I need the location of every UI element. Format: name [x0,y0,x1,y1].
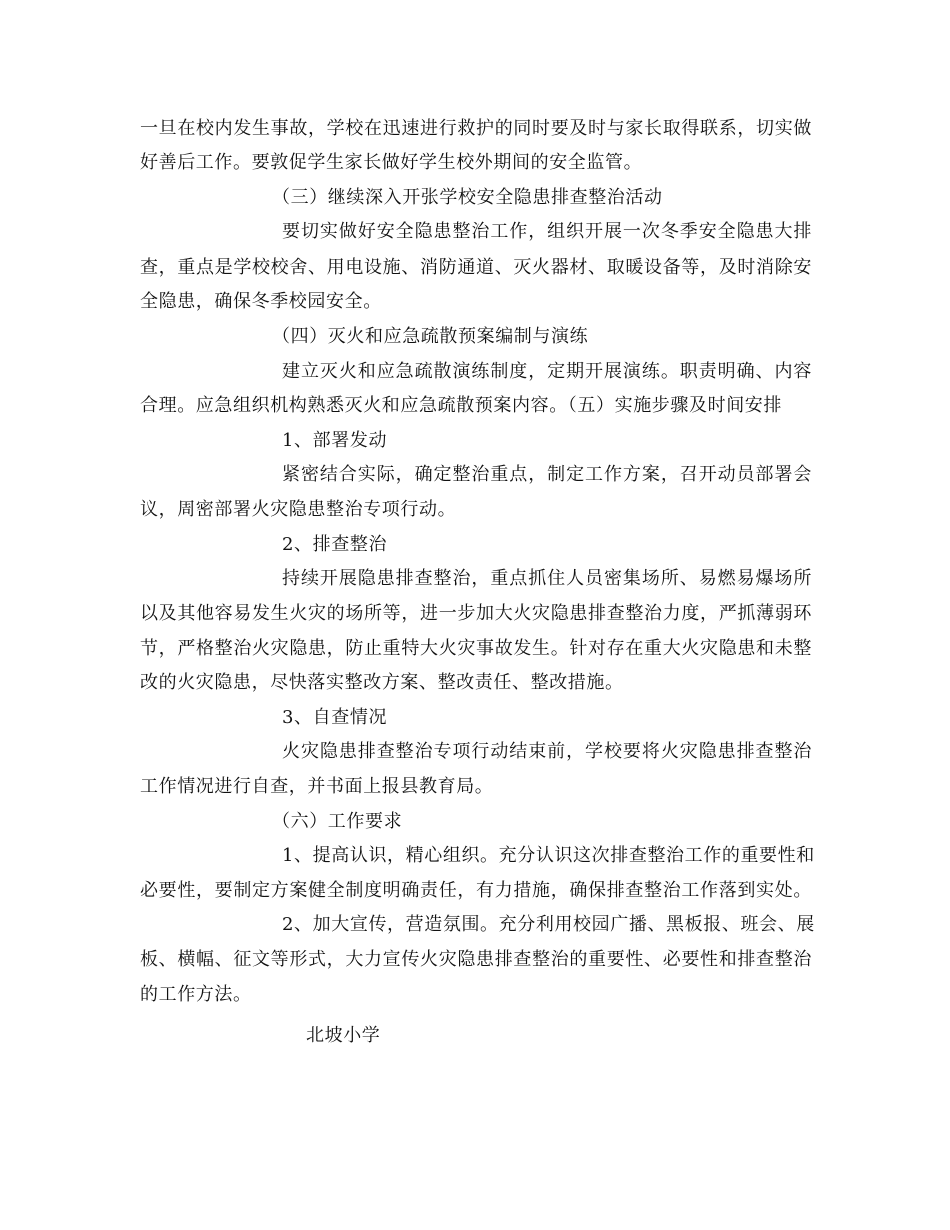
section-heading: （四）灭火和应急疏散预案编制与演练 [272,326,589,347]
text-line: 全隐患，确保冬季校园安全。 [140,291,382,312]
text-line: 改的火灾隐患，尽快落实整改方案、整改责任、整改措施。 [140,672,624,693]
text-line: 紧密结合实际，确定整治重点，制定工作方案，召开动员部署会 [282,464,812,485]
text-line: 2、加大宣传，营造氛围。充分利用校园广播、黑板报、班会、展 [282,914,815,935]
text-line: 的工作方法。 [140,984,252,1005]
text-line: 工作情况进行自查，并书面上报县教育局。 [140,776,494,797]
text-line: 节，严格整治火灾隐患，防止重特大火灾事故发生。针对存在重大火灾隐患和未整 [140,638,812,659]
text-line: 1、提高认识，精心组织。充分认识这次排查整治工作的重要性和 [282,845,815,866]
text-line: 合理。应急组织机构熟悉灭火和应急疏散预案内容。（五）实施步骤及时间安排 [140,395,782,416]
text-line: 查，重点是学校校舍、用电设施、消防通道、灭火器材、取暖设备等，及时消除安 [140,257,812,278]
text-line: 议，周密部署火灾隐患整治专项行动。 [140,499,457,520]
text-line: 好善后工作。要敦促学生家长做好学生校外期间的安全监管。 [140,152,643,173]
signature: 北坡小学 [306,1025,381,1046]
section-heading: （三）继续深入开张学校安全隐患排查整治活动 [272,187,663,208]
text-line: 一旦在校内发生事故，学校在迅速进行救护的同时要及时与家长取得联系，切实做 [140,118,812,139]
text-line: 必要性，要制定方案健全制度明确责任，有力措施，确保排查整治工作落到实处。 [140,880,812,901]
subsection-heading: 1、部署发动 [282,430,388,451]
text-line: 板、横幅、征文等形式，大力宣传火灾隐患排查整治的重要性、必要性和排查整治 [140,949,812,970]
text-line: 建立灭火和应急疏散演练制度，定期开展演练。职责明确、内容 [282,361,812,382]
subsection-heading: 2、排查整治 [282,534,388,555]
text-line: 火灾隐患排查整治专项行动结束前，学校要将火灾隐患排查整治 [282,741,812,762]
text-line: 要切实做好安全隐患整治工作，组织开展一次冬季安全隐患大排 [282,221,812,242]
text-line: 持续开展隐患排查整治，重点抓住人员密集场所、易燃易爆场所 [282,568,812,589]
section-heading: （六）工作要求 [272,811,403,832]
subsection-heading: 3、自查情况 [282,707,388,728]
text-line: 以及其他容易发生火灾的场所等，进一步加大火灾隐患排查整治力度，严抓薄弱环 [140,603,812,624]
